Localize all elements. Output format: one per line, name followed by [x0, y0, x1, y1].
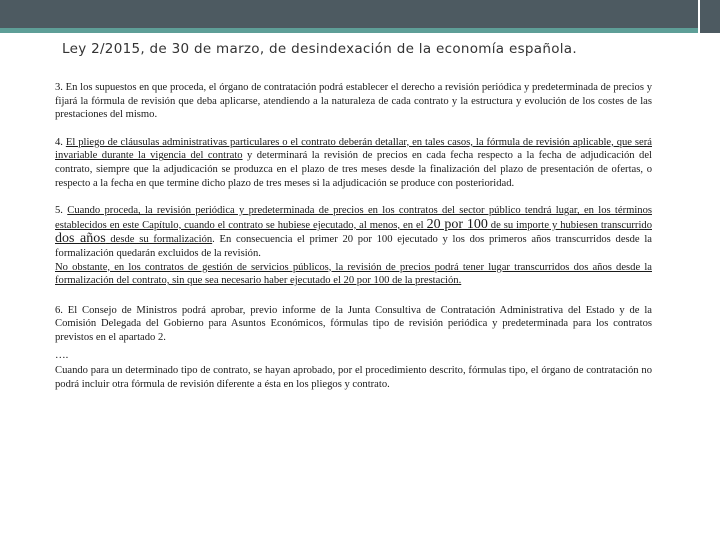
- paragraph-3: 3. En los supuestos en que proceda, el órgano de contratación podrá establecer el derecho a revisión periódica y predeterminada de precios y fijará la fórmula de revisión que deba aplicarse, atendiendo a la naturaleza de cada contrato y la estructura y evolución de los costes de las prestaciones del mismo.: [55, 82, 652, 121]
- paragraph-4-underlined: El pliego de cláusulas administrativas particulares o el contrato deberán detallar, en tales casos, la fórmula de revisión aplicable, que será invariable durante la vigencia del contrato: [55, 136, 652, 162]
- paragraph-5-underlined-2: de su importe y hubiesen transcurrido: [487, 219, 652, 231]
- paragraph-5-rest: . En consecuencia el primer 20 por 100 ejecutado y los dos primeros años transcurridos desde la formalización quedarán excluidos de la revisión.: [55, 234, 652, 259]
- ellipsis: ….: [55, 349, 69, 361]
- paragraph-4-rest: y determinará la revisión de precios en cada fecha respecto a la fecha de adjudicación del contrato, siempre que la adjudicación se produzca en el plazo de tres meses desde la finalización del plazo de presentación de ofertas, o respecto a la fecha en que termine dicho plazo de tres meses si la adjudicación se produce con posterioridad.: [55, 150, 652, 189]
- header-corner-block: [700, 0, 720, 33]
- paragraph-5-underlined-1: Cuando proceda, la revisión periódica y predeterminada de precios en los contratos del sector público tendrá lugar, en los términos establecidos en este Capítulo, cuando el contrato se hubiese ejecutado, al menos, en el: [55, 205, 652, 231]
- paragraph-5: [55, 204, 652, 288]
- paragraph-5-number: 5.: [55, 205, 68, 217]
- paragraph-4: [55, 136, 652, 190]
- header-band: [0, 0, 698, 28]
- paragraph-5-exception: No obstante, en los contratos de gestión de servicios públicos, la revisión de precios podrá tener lugar transcurridos dos años desde la formalización del contrato, sin que sea necesario haber ejecutado el 20 por 100 de la prestación.: [55, 261, 652, 287]
- slide-title: Ley 2/2015, de 30 de marzo, de desindexación de la economía española.: [62, 41, 577, 57]
- paragraph-7: Cuando para un determinado tipo de contrato, se hayan aprobado, por el procedimiento descrito, fórmulas tipo, el órgano de contratación no podrá incluir otra fórmula de revisión diferente a ésta en los pliegos y contrato.: [55, 365, 652, 390]
- slide-body: [55, 81, 652, 405]
- paragraph-5-percentage: 20 por 100: [426, 216, 488, 232]
- header-accent-stripe: [0, 28, 698, 33]
- paragraph-4-number: 4.: [55, 136, 66, 148]
- paragraph-5-years: dos años: [55, 231, 106, 247]
- paragraph-5-underlined-3: desde su formalización: [105, 234, 213, 246]
- paragraph-6: 6. El Consejo de Ministros podrá aprobar, previo informe de la Junta Consultiva de Contratación Administrativa del Estado y de la Comisión Delegada del Gobierno para Asuntos Económicos, fórmulas tipo de revisión periódica y predeterminada para los contratos previstos en el apartado 2.: [55, 304, 652, 343]
